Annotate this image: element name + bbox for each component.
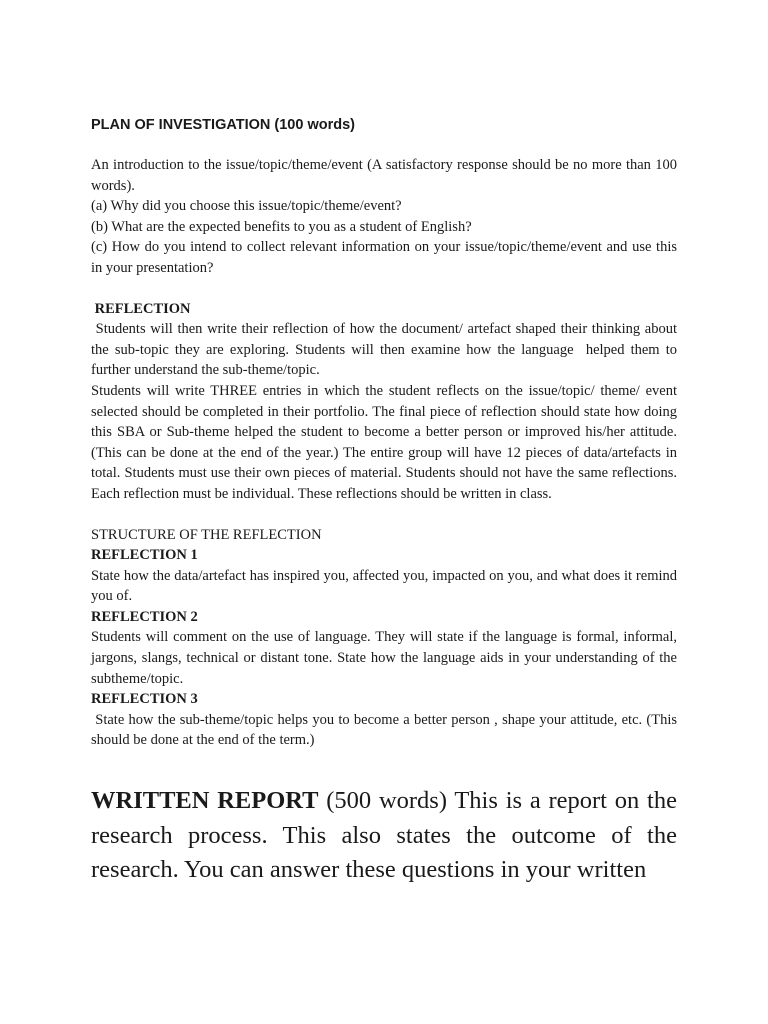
spacer xyxy=(91,279,677,299)
plan-intro: An introduction to the issue/topic/theme/event (A satisfactory response should be no more than 100 words). xyxy=(91,157,677,194)
plan-heading: PLAN OF INVESTIGATION (100 words) xyxy=(91,117,355,133)
structure-heading: STRUCTURE OF THE REFLECTION xyxy=(91,526,322,543)
reflection-2-text: Students will comment on the use of language. They will state if the language is formal, informal, jargons, slangs, technical or distant tone. State how the language aids in your understanding of the subtheme/topic. xyxy=(91,629,677,687)
reflection-3-text: State how the sub-theme/topic helps you to become a better person , shape your attitude, etc. (This should be done at the end of the term.) xyxy=(91,711,681,749)
reflection-paragraph-1: Students will then write their reflection of how the document/ artefact shaped their thinking about the sub-topic they are exploring. Students will then examine how the language helped them to further understand the sub-theme/topic. xyxy=(91,321,681,379)
spacer xyxy=(91,505,677,525)
spacer xyxy=(91,135,677,155)
plan-question-c: (c) How do you intend to collect relevant information on your issue/topic/theme/event and use this in your presentation? xyxy=(91,239,677,276)
reflection-paragraph-2: Students will write THREE entries in which the student reflects on the issue/topic/ theme/ event selected should be completed in their portfolio. The final piece of reflection should state how doing this SBA or Sub-theme helped the student to become a better person or improved his/her attitude. (This can be done at the end of the year.) The entire group will have 12 pieces of data/artefacts in total. Students must use their own pieces of material. Students should not have the same reflections. Each reflection must be individual. These reflections should be written in class. xyxy=(91,382,677,502)
document-page xyxy=(91,115,681,888)
reflection-heading: REFLECTION xyxy=(91,300,191,317)
reflection-3-title: REFLECTION 3 xyxy=(91,691,198,708)
reflection-1-text: State how the data/artefact has inspired you, affected you, impacted on you, and what does it remind you of. xyxy=(91,567,677,605)
written-report-title: WRITTEN REPORT xyxy=(91,787,319,815)
plan-section xyxy=(91,155,681,751)
plan-question-a: (a) Why did you choose this issue/topic/theme/event? xyxy=(91,198,402,215)
plan-question-b: (b) What are the expected benefits to you as a student of English? xyxy=(91,218,472,235)
written-report-text: (500 words) This is a report on the research process. This also states the outcome of the research. You can answer these questions in your written xyxy=(91,787,677,884)
reflection-1-title: REFLECTION 1 xyxy=(91,547,198,564)
reflection-2-title: REFLECTION 2 xyxy=(91,608,198,625)
written-report-paragraph xyxy=(91,784,677,888)
